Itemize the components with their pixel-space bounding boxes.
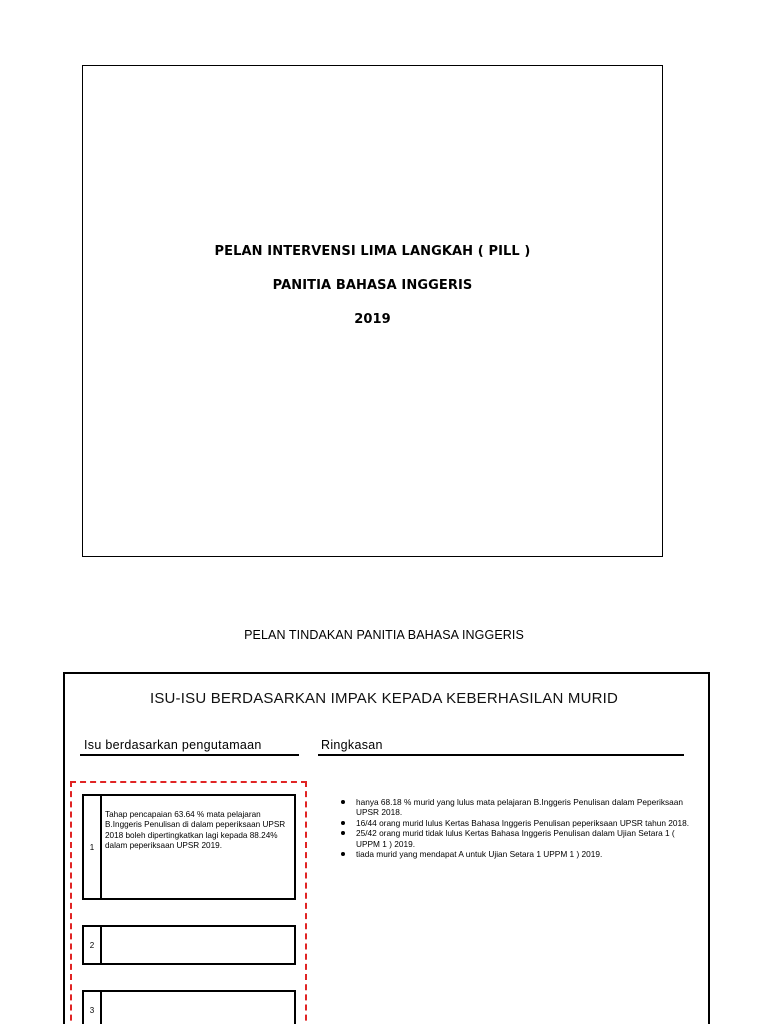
summary-list xyxy=(340,797,690,859)
issue-box-2 xyxy=(82,925,296,965)
summary-item: hanya 68.18 % murid yang lulus mata pelajaran B.Inggeris Penulisan dalam Peperiksaan UPSR 2018. xyxy=(340,797,690,818)
column-rule-issues xyxy=(80,754,299,756)
issue-text: Tahap pencapaian 63.64 % mata pelajaran B.Inggeris Penulisan di dalam peperiksaan UPSR 2018 boleh dipertingkatkan lagi kepada 88.24% dalam peperiksaan UPSR 2019. xyxy=(105,810,286,850)
issue-box-1 xyxy=(82,794,296,900)
summary-item: tiada murid yang mendapat A untuk Ujian Setara 1 UPPM 1 ) 2019. xyxy=(340,849,690,859)
issue-number: 1 xyxy=(84,796,102,898)
column-heading-issues: Isu berdasarkan pengutamaan xyxy=(84,738,262,752)
issue-number: 2 xyxy=(84,927,102,963)
summary-item: 16/44 orang murid lulus Kertas Bahasa Inggeris Penulisan peperiksaan UPSR tahun 2018. xyxy=(340,818,690,828)
cover-box xyxy=(82,65,663,557)
cover-year: 2019 xyxy=(354,312,391,327)
summary-item: 25/42 orang murid tidak lulus Kertas Bahasa Inggeris Penulisan dalam Ujian Setara 1 ( UPPM 1 ) 2019. xyxy=(340,828,690,849)
plan-heading: PELAN TINDAKAN PANITIA BAHASA INGGERIS xyxy=(244,628,524,642)
cover-subtitle: PANITIA BAHASA INGGERIS xyxy=(272,278,473,293)
issue-box-3 xyxy=(82,990,296,1024)
column-heading-summary: Ringkasan xyxy=(321,738,383,752)
frame-title: ISU-ISU BERDASARKAN IMPAK KEPADA KEBERHASILAN MURID xyxy=(149,690,619,707)
column-rule-summary xyxy=(318,754,684,756)
issue-number: 3 xyxy=(84,992,102,1024)
cover-title: PELAN INTERVENSI LIMA LANGKAH ( PILL ) xyxy=(214,244,531,259)
